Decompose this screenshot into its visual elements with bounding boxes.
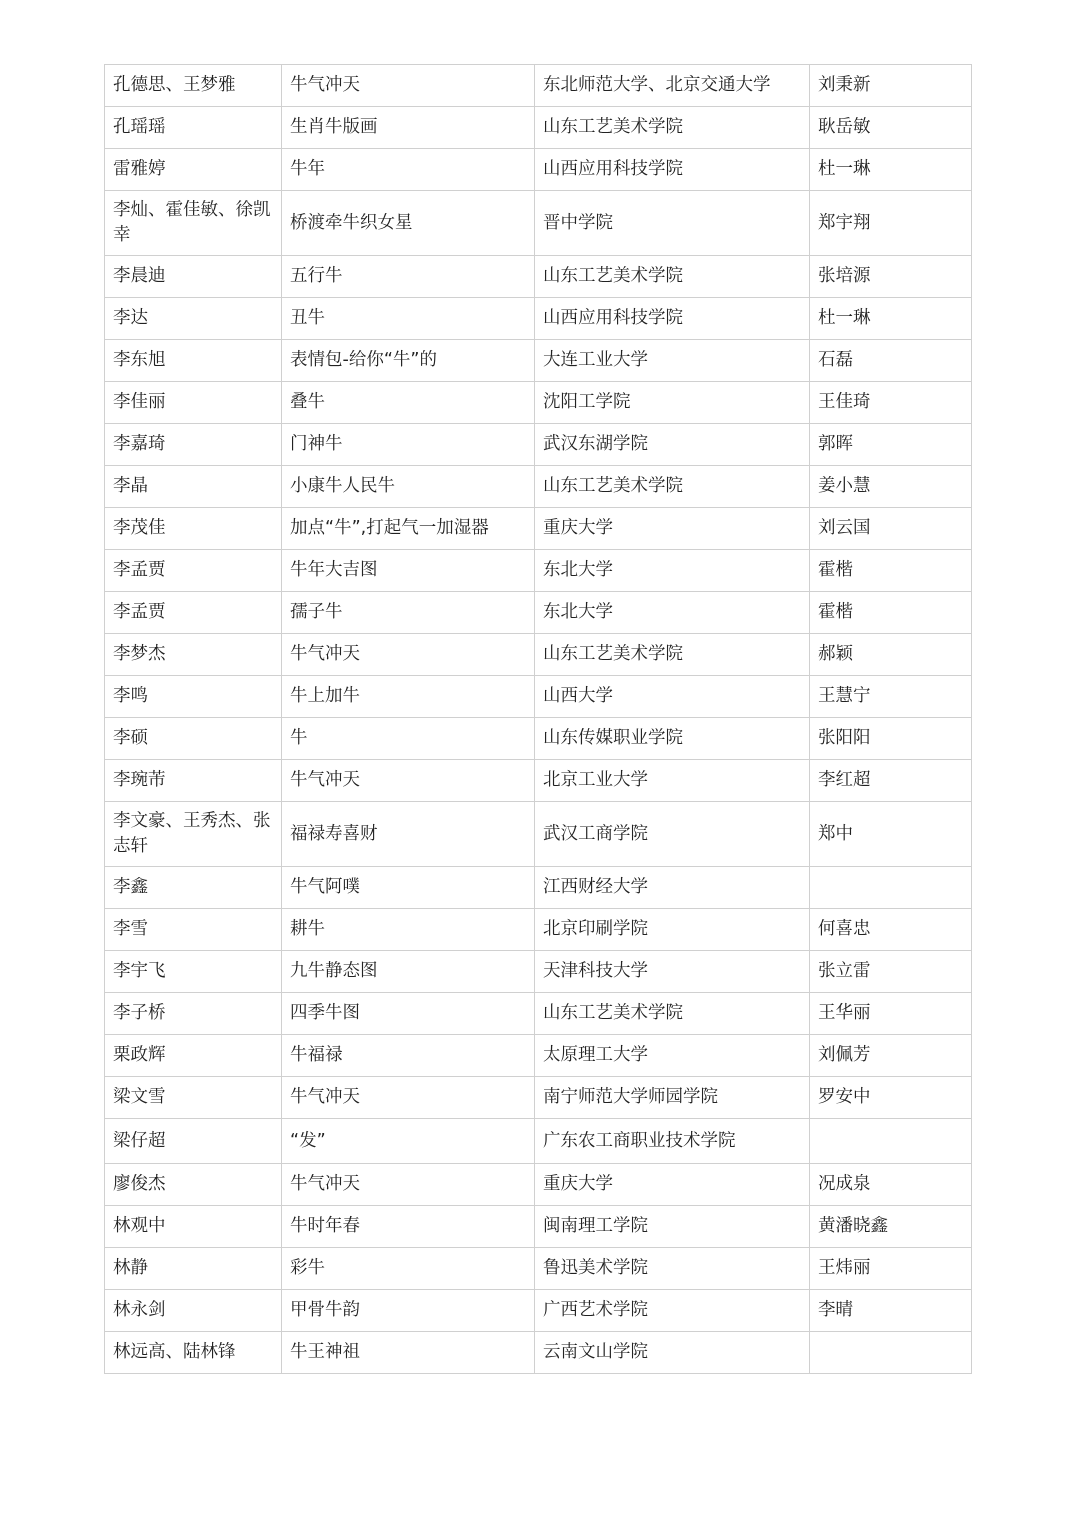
school-cell: 山东工艺美术学院 xyxy=(535,107,810,149)
advisor-cell: 张立雷 xyxy=(810,951,972,993)
work-title-cell: 牛时年春 xyxy=(282,1206,535,1248)
author-cell: 李鸣 xyxy=(105,676,282,718)
school-cell: 重庆大学 xyxy=(535,508,810,550)
advisor-cell: 杜一琳 xyxy=(810,298,972,340)
table-row xyxy=(105,1077,972,1119)
author-cell: 李灿、霍佳敏、徐凯幸 xyxy=(105,191,282,256)
school-cell: 武汉东湖学院 xyxy=(535,424,810,466)
advisor-cell: 黄潘晓鑫 xyxy=(810,1206,972,1248)
table-row xyxy=(105,508,972,550)
school-cell: 山西大学 xyxy=(535,676,810,718)
table-row xyxy=(105,951,972,993)
school-cell: 重庆大学 xyxy=(535,1164,810,1206)
school-cell: 太原理工大学 xyxy=(535,1035,810,1077)
author-cell: 李文豪、王秀杰、张志轩 xyxy=(105,802,282,867)
school-cell: 武汉工商学院 xyxy=(535,802,810,867)
author-cell: 李梦杰 xyxy=(105,634,282,676)
advisor-cell: 刘云国 xyxy=(810,508,972,550)
author-cell: 李晶 xyxy=(105,466,282,508)
author-cell: 梁文雪 xyxy=(105,1077,282,1119)
advisor-cell: 李红超 xyxy=(810,760,972,802)
work-title-cell: 牛年 xyxy=(282,149,535,191)
work-title-cell: 牛 xyxy=(282,718,535,760)
advisor-cell: 李晴 xyxy=(810,1290,972,1332)
work-title-cell: “发” xyxy=(282,1119,535,1164)
work-title-cell: 牛气冲天 xyxy=(282,634,535,676)
author-cell: 李晨迪 xyxy=(105,256,282,298)
school-cell: 东北大学 xyxy=(535,550,810,592)
table-row xyxy=(105,1248,972,1290)
table-row xyxy=(105,1206,972,1248)
school-cell: 沈阳工学院 xyxy=(535,382,810,424)
advisor-cell: 张阳阳 xyxy=(810,718,972,760)
work-title-cell: 牛气冲天 xyxy=(282,1164,535,1206)
author-cell: 栗政辉 xyxy=(105,1035,282,1077)
table-row xyxy=(105,1119,972,1164)
work-title-cell: 福禄寿喜财 xyxy=(282,802,535,867)
school-cell: 山东工艺美术学院 xyxy=(535,993,810,1035)
table-row xyxy=(105,867,972,909)
advisor-cell: 杜一琳 xyxy=(810,149,972,191)
author-cell: 李雪 xyxy=(105,909,282,951)
author-cell: 孔瑶瑶 xyxy=(105,107,282,149)
advisor-cell: 郑宇翔 xyxy=(810,191,972,256)
advisor-cell: 郭晖 xyxy=(810,424,972,466)
table-row xyxy=(105,382,972,424)
work-title-cell: 牛上加牛 xyxy=(282,676,535,718)
advisor-cell: 石磊 xyxy=(810,340,972,382)
advisor-cell: 何喜忠 xyxy=(810,909,972,951)
school-cell: 天津科技大学 xyxy=(535,951,810,993)
work-title-cell: 小康牛人民牛 xyxy=(282,466,535,508)
school-cell: 北京工业大学 xyxy=(535,760,810,802)
school-cell: 广东农工商职业技术学院 xyxy=(535,1119,810,1164)
school-cell: 山西应用科技学院 xyxy=(535,149,810,191)
advisor-cell: 况成泉 xyxy=(810,1164,972,1206)
author-cell: 李子桥 xyxy=(105,993,282,1035)
table-row xyxy=(105,1290,972,1332)
school-cell: 鲁迅美术学院 xyxy=(535,1248,810,1290)
work-title-cell: 九牛静态图 xyxy=(282,951,535,993)
table-row xyxy=(105,550,972,592)
work-title-cell: 牛气冲天 xyxy=(282,1077,535,1119)
table-row xyxy=(105,424,972,466)
table-row xyxy=(105,1164,972,1206)
advisor-cell: 王华丽 xyxy=(810,993,972,1035)
table-row xyxy=(105,634,972,676)
table-row xyxy=(105,718,972,760)
award-table xyxy=(104,64,972,1374)
table-row xyxy=(105,340,972,382)
advisor-cell: 姜小慧 xyxy=(810,466,972,508)
table-row xyxy=(105,107,972,149)
table-row xyxy=(105,1035,972,1077)
work-title-cell: 叠牛 xyxy=(282,382,535,424)
table-row xyxy=(105,909,972,951)
school-cell: 山西应用科技学院 xyxy=(535,298,810,340)
table-row xyxy=(105,802,972,867)
table-row xyxy=(105,676,972,718)
author-cell: 廖俊杰 xyxy=(105,1164,282,1206)
advisor-cell: 霍楷 xyxy=(810,592,972,634)
school-cell: 东北师范大学、北京交通大学 xyxy=(535,65,810,107)
school-cell: 广西艺术学院 xyxy=(535,1290,810,1332)
author-cell: 林远高、陆林锋 xyxy=(105,1332,282,1374)
table-row xyxy=(105,760,972,802)
work-title-cell: 生肖牛版画 xyxy=(282,107,535,149)
work-title-cell: 加点“牛”,打起气一加湿器 xyxy=(282,508,535,550)
author-cell: 李宇飞 xyxy=(105,951,282,993)
school-cell: 云南文山学院 xyxy=(535,1332,810,1374)
school-cell: 山东工艺美术学院 xyxy=(535,634,810,676)
work-title-cell: 牛气冲天 xyxy=(282,760,535,802)
school-cell: 大连工业大学 xyxy=(535,340,810,382)
table-row xyxy=(105,149,972,191)
table-row xyxy=(105,298,972,340)
advisor-cell: 刘佩芳 xyxy=(810,1035,972,1077)
author-cell: 林永剑 xyxy=(105,1290,282,1332)
work-title-cell: 门神牛 xyxy=(282,424,535,466)
work-title-cell: 牛年大吉图 xyxy=(282,550,535,592)
advisor-cell: 郑中 xyxy=(810,802,972,867)
author-cell: 李茂佳 xyxy=(105,508,282,550)
advisor-cell xyxy=(810,1332,972,1374)
work-title-cell: 牛王神祖 xyxy=(282,1332,535,1374)
author-cell: 李琬芾 xyxy=(105,760,282,802)
work-title-cell: 牛气阿噗 xyxy=(282,867,535,909)
table-row xyxy=(105,592,972,634)
table-row xyxy=(105,191,972,256)
table-row xyxy=(105,256,972,298)
advisor-cell: 王慧宁 xyxy=(810,676,972,718)
work-title-cell: 彩牛 xyxy=(282,1248,535,1290)
work-title-cell: 牛气冲天 xyxy=(282,65,535,107)
advisor-cell: 耿岳敏 xyxy=(810,107,972,149)
work-title-cell: 耕牛 xyxy=(282,909,535,951)
work-title-cell: 孺子牛 xyxy=(282,592,535,634)
author-cell: 李孟贾 xyxy=(105,550,282,592)
work-title-cell: 甲骨牛韵 xyxy=(282,1290,535,1332)
author-cell: 林静 xyxy=(105,1248,282,1290)
advisor-cell: 刘秉新 xyxy=(810,65,972,107)
school-cell: 山东工艺美术学院 xyxy=(535,466,810,508)
work-title-cell: 丑牛 xyxy=(282,298,535,340)
author-cell: 李东旭 xyxy=(105,340,282,382)
school-cell: 山东工艺美术学院 xyxy=(535,256,810,298)
award-table-body xyxy=(105,65,972,1374)
author-cell: 李鑫 xyxy=(105,867,282,909)
advisor-cell: 张培源 xyxy=(810,256,972,298)
author-cell: 李嘉琦 xyxy=(105,424,282,466)
author-cell: 李佳丽 xyxy=(105,382,282,424)
school-cell: 山东传媒职业学院 xyxy=(535,718,810,760)
table-row xyxy=(105,65,972,107)
school-cell: 北京印刷学院 xyxy=(535,909,810,951)
table-row xyxy=(105,1332,972,1374)
work-title-cell: 表情包-给你“牛”的 xyxy=(282,340,535,382)
author-cell: 李硕 xyxy=(105,718,282,760)
advisor-cell: 罗安中 xyxy=(810,1077,972,1119)
school-cell: 南宁师范大学师园学院 xyxy=(535,1077,810,1119)
author-cell: 梁仔超 xyxy=(105,1119,282,1164)
author-cell: 林观中 xyxy=(105,1206,282,1248)
advisor-cell xyxy=(810,1119,972,1164)
school-cell: 江西财经大学 xyxy=(535,867,810,909)
school-cell: 东北大学 xyxy=(535,592,810,634)
advisor-cell: 王佳琦 xyxy=(810,382,972,424)
school-cell: 闽南理工学院 xyxy=(535,1206,810,1248)
table-row xyxy=(105,993,972,1035)
work-title-cell: 四季牛图 xyxy=(282,993,535,1035)
work-title-cell: 桥渡牵牛织女星 xyxy=(282,191,535,256)
author-cell: 孔德思、王梦雅 xyxy=(105,65,282,107)
table-row xyxy=(105,466,972,508)
advisor-cell: 霍楷 xyxy=(810,550,972,592)
advisor-cell: 郝颖 xyxy=(810,634,972,676)
author-cell: 李孟贾 xyxy=(105,592,282,634)
document-page xyxy=(104,64,971,1374)
work-title-cell: 牛福禄 xyxy=(282,1035,535,1077)
advisor-cell: 王炜丽 xyxy=(810,1248,972,1290)
author-cell: 李达 xyxy=(105,298,282,340)
advisor-cell xyxy=(810,867,972,909)
author-cell: 雷雅婷 xyxy=(105,149,282,191)
school-cell: 晋中学院 xyxy=(535,191,810,256)
work-title-cell: 五行牛 xyxy=(282,256,535,298)
